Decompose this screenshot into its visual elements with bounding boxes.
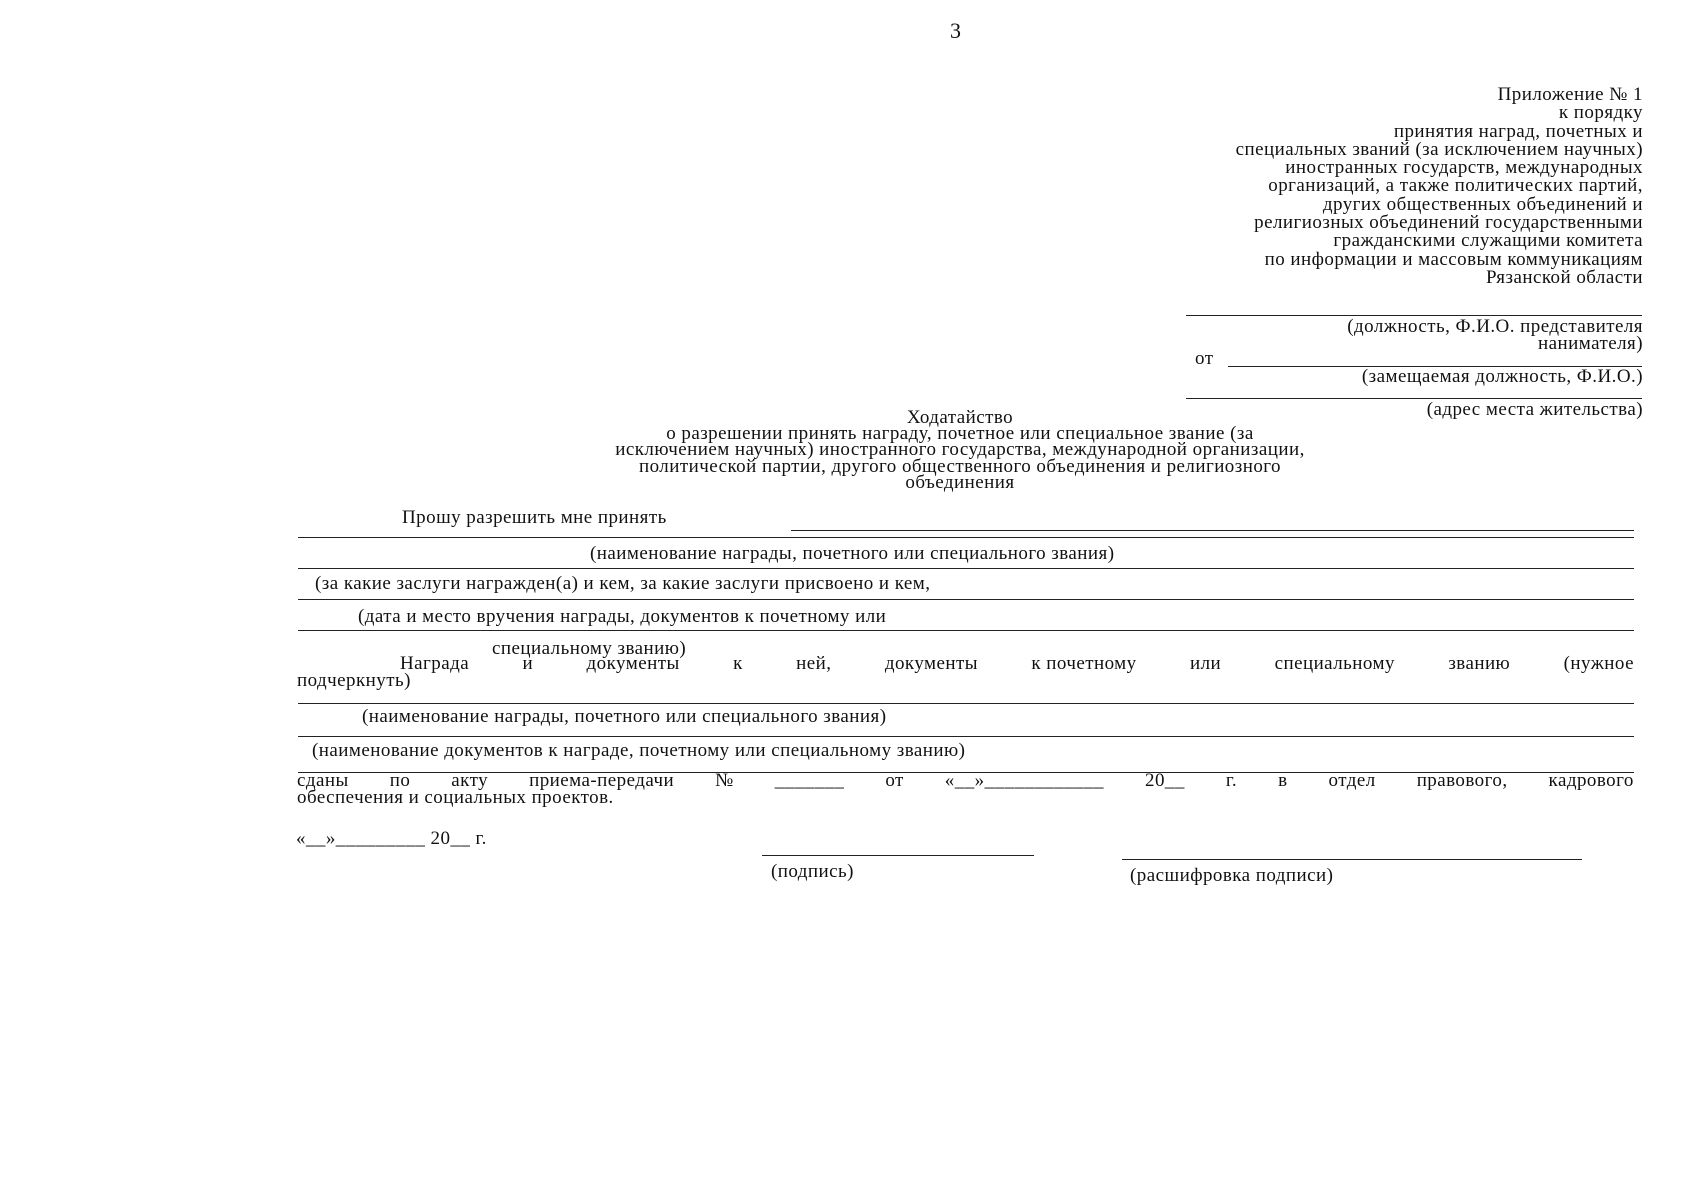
appendix-line: религиозных объединений государственными — [1254, 212, 1643, 234]
handover-word: в — [1278, 770, 1288, 791]
request-label: Прошу разрешить мне принять — [402, 507, 667, 528]
delivery-caption: (дата и место вручения награды, документов к почетному или — [358, 606, 887, 627]
from-label: от — [1195, 348, 1214, 369]
award-input-line[interactable] — [791, 530, 1634, 531]
appendix-line: гражданскими служащими комитета — [1333, 230, 1643, 252]
handover-word: кадрового — [1548, 770, 1634, 791]
appendix-line: принятия наград, почетных и — [1393, 120, 1643, 142]
petition-title-line: политической партии, другого общественного объединения и религиозного — [638, 455, 1282, 477]
handover-act-number-field[interactable]: _______ — [774, 770, 845, 791]
appendix-line: Приложение № 1 — [1497, 84, 1643, 105]
documents-word: Награда — [400, 653, 470, 674]
handover-word: г. — [1225, 770, 1238, 791]
documents-word: к почетному — [1031, 653, 1137, 674]
handover-word: от — [885, 770, 904, 791]
appendix-line: специальных званий (за исключением научных) — [1235, 138, 1643, 160]
documents-word: специальному — [1274, 653, 1395, 674]
handover-word: приема-передачи — [529, 770, 675, 791]
handover-word: отдел — [1328, 770, 1376, 791]
delivery-caption-2: специальному званию) — [492, 638, 687, 659]
petition-title-line: исключением научных) иностранного государства, международной организации, — [615, 439, 1305, 461]
documents-word: званию — [1448, 653, 1511, 674]
handover-paragraph — [297, 772, 1634, 806]
delivery-line[interactable] — [298, 630, 1634, 631]
documents-word: документы — [586, 653, 680, 674]
documents-paragraph-line — [297, 655, 1634, 672]
address-caption: (адрес места жительства) — [1426, 399, 1643, 420]
sender-caption: (замещаемая должность, Ф.И.О.) — [1361, 366, 1643, 387]
signature-decoding-caption: (расшифровка подписи) — [1130, 865, 1334, 886]
documents-word: и — [522, 653, 534, 674]
appendix-line: иностранных государств, международных — [1285, 157, 1643, 179]
petition-title-line: Ходатайство — [906, 407, 1014, 428]
documents-paragraph-tail: подчеркнуть) — [297, 670, 411, 691]
signature-line[interactable] — [762, 855, 1034, 856]
appendix-header — [943, 86, 1643, 287]
appendix-line: организаций, а также политических партий, — [1268, 175, 1643, 197]
appendix-line: других общественных объединений и — [1322, 193, 1643, 215]
handover-date-field[interactable]: «__»____________ — [944, 770, 1104, 791]
handover-word: правового, — [1416, 770, 1508, 791]
award-name-line[interactable] — [298, 537, 1634, 538]
documents-paragraph — [297, 655, 1634, 689]
documents-word: документы — [884, 653, 978, 674]
handover-word: № — [715, 770, 734, 791]
award-name-line-2[interactable] — [298, 703, 1634, 704]
handover-word: по — [389, 770, 411, 791]
petition-title — [400, 407, 1520, 493]
documents-word: (нужное — [1563, 653, 1634, 674]
addressee-position-caption: нанимателя) — [1537, 333, 1643, 354]
documents-name-caption: (наименование документов к награде, почетному или специальному званию) — [312, 740, 966, 761]
addressee-position-caption: (должность, Ф.И.О. представителя — [1347, 316, 1643, 337]
documents-word: или — [1190, 653, 1222, 674]
handover-word: сданы — [297, 770, 349, 791]
merits-line[interactable] — [298, 568, 1634, 569]
documents-name-line[interactable] — [298, 736, 1634, 737]
appendix-line: к порядку — [1558, 102, 1643, 124]
signature-decoding-line[interactable] — [1122, 859, 1582, 860]
appendix-line: по информации и массовым коммуникациям — [1264, 248, 1643, 270]
handover-paragraph-tail: обеспечения и социальных проектов. — [297, 787, 614, 808]
petition-title-line: объединения — [905, 471, 1015, 493]
award-name-caption: (наименование награды, почетного или специального звания) — [590, 543, 1115, 564]
documents-word: ней, — [796, 653, 832, 674]
signature-date-field[interactable]: «__»_________ 20__ г. — [296, 828, 487, 849]
award-name-caption-2: (наименование награды, почетного или специального звания) — [362, 706, 887, 727]
documents-word: к — [733, 653, 743, 674]
signature-caption: (подпись) — [771, 861, 854, 882]
handover-year-field[interactable]: 20__ — [1145, 770, 1185, 791]
page-number: 3 — [950, 18, 961, 43]
merits-line-2[interactable] — [298, 599, 1634, 600]
appendix-line: Рязанской области — [1486, 266, 1643, 288]
handover-word: акту — [451, 770, 489, 791]
merits-caption: (за какие заслуги награжден(а) и кем, за какие заслуги присвоено и кем, — [315, 573, 931, 594]
petition-title-line: о разрешении принять награду, почетное или специальное звание (за — [666, 423, 1254, 445]
